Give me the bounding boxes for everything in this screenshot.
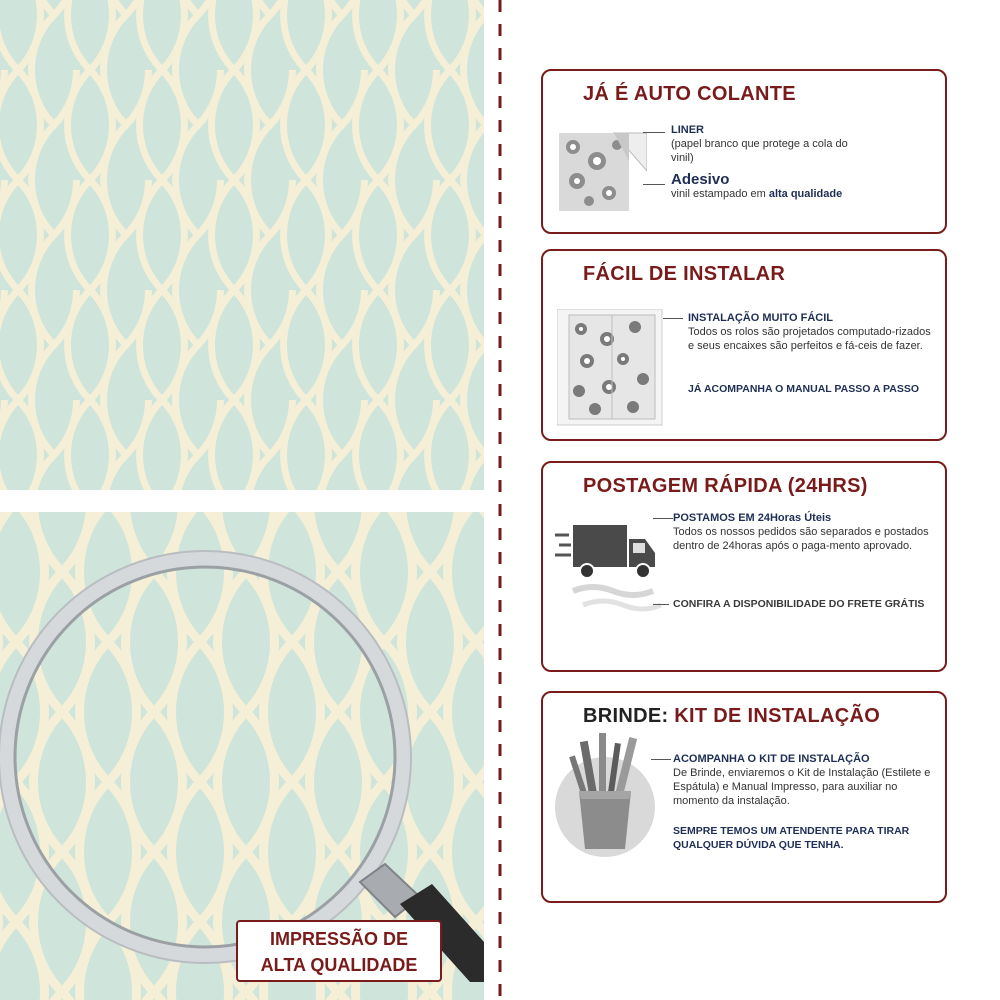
leader-line — [663, 318, 683, 319]
kit-description: De Brinde, enviaremos o Kit de Instalação (Estilete e Espátula) e Manual Impresso, para auxiliar no momento da instalação. — [673, 767, 931, 807]
leader-line — [653, 604, 669, 605]
kit-info — [673, 752, 933, 808]
brinde-label: BRINDE: — [583, 705, 675, 727]
adesivo-desc-bold: alta qualidade — [768, 188, 843, 200]
leader-line — [653, 518, 673, 519]
wallpapered-cabinet-icon — [557, 309, 667, 427]
badge-line-2: ALTA QUALIDADE — [260, 955, 418, 975]
liner-heading: LINER — [671, 124, 704, 136]
manual-note: JÁ ACOMPANHA O MANUAL PASSO A PASSO — [688, 383, 920, 395]
adesivo-desc-text: vinil estampado em — [671, 188, 769, 200]
ogee-pattern — [0, 0, 484, 490]
liner-info — [671, 123, 861, 165]
quality-badge — [236, 920, 442, 982]
card-title: JÁ É AUTO COLANTE — [583, 83, 796, 105]
delivery-truck-icon — [553, 521, 663, 613]
adesivo-description — [671, 187, 931, 201]
kit-heading: ACOMPANHA O KIT DE INSTALAÇÃO — [673, 753, 870, 765]
pattern-sample-top — [0, 0, 484, 490]
peeling-sticker-icon — [559, 131, 647, 213]
card-title: FÁCIL DE INSTALAR — [583, 263, 786, 285]
adesivo-info — [671, 173, 931, 201]
postagem-heading: POSTAMOS EM 24Horas Úteis — [673, 512, 832, 524]
postagem-description: Todos os nossos pedidos são separados e postados dentro de 24horas após o paga-mento aprovado. — [673, 526, 929, 552]
card-title: POSTAGEM RÁPIDA (24HRS) — [583, 475, 868, 497]
dashed-divider — [497, 0, 503, 1000]
leader-line — [643, 132, 665, 133]
kit-label: KIT DE INSTALAÇÃO — [674, 705, 881, 727]
leader-line — [643, 184, 665, 185]
card-title — [583, 705, 880, 728]
support-note: SEMPRE TEMOS UM ATENDENTE PARA TIRAR QUALQUER DÚVIDA QUE TENHA. — [673, 825, 910, 851]
frete-note: CONFIRA A DISPONIBILIDADE DO FRETE GRÁTIS — [673, 598, 925, 610]
leader-line — [651, 759, 671, 760]
card-auto-colante — [541, 69, 947, 234]
install-info — [688, 311, 938, 353]
badge-line-1: IMPRESSÃO DE — [269, 929, 409, 949]
tool-cup-icon — [549, 731, 659, 857]
card-brinde — [541, 691, 947, 903]
install-heading: INSTALAÇÃO MUITO FÁCIL — [688, 312, 834, 324]
adesivo-heading: Adesivo — [671, 171, 730, 188]
postagem-info — [673, 511, 938, 553]
card-postagem — [541, 461, 947, 672]
card-facil-instalar — [541, 249, 947, 441]
liner-description: (papel branco que protege a cola do vinil) — [671, 138, 848, 164]
install-description: Todos os rolos são projetados computado-rizados e seus encaixes são perfeitos e fá-ceis de fazer. — [688, 326, 931, 352]
